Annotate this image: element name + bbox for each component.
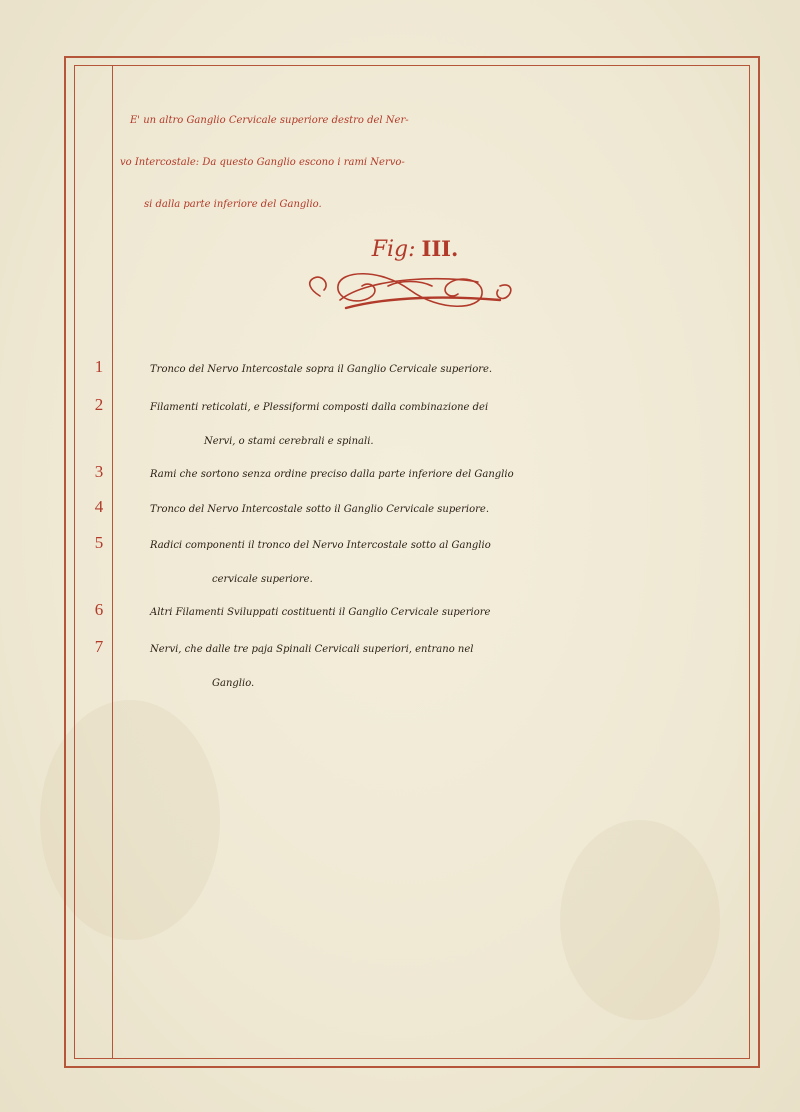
entry-number: 3 — [94, 462, 104, 481]
list-item — [150, 353, 745, 387]
entry-number: 4 — [94, 497, 104, 516]
entry-number: 5 — [94, 533, 104, 552]
list-item — [150, 493, 745, 527]
entry-number: 7 — [94, 637, 104, 656]
entry-text: Filamenti reticolati, e Plessiformi composti dalla combinazione dei — [150, 402, 489, 413]
entry-text: Tronco del Nervo Intercostale sotto il Ganglio Cervicale superiore. — [150, 504, 490, 515]
title-line: E' un altro Ganglio Cervicale superiore destro del Ner- — [130, 115, 409, 126]
title-line: vo Intercostale: Da questo Ganglio escono i rami Nervo- — [120, 157, 405, 168]
title-line: si dalla parte inferiore del Ganglio. — [144, 199, 322, 210]
list-item — [150, 633, 745, 701]
entry-text: Nervi, che dalle tre paja Spinali Cervicali superiori, entrano nel — [150, 644, 474, 655]
entry-text: Nervi, o stami cerebrali e spinali. — [204, 436, 374, 447]
entry-text: Altri Filamenti Sviluppati costituenti il Ganglio Cervicale superiore — [150, 607, 491, 618]
figure-label: Fig: — [371, 237, 416, 262]
entry-text: Tronco del Nervo Intercostale sopra il Ganglio Cervicale superiore. — [150, 364, 493, 375]
figure-number: III. — [421, 236, 459, 261]
entry-text: cervicale superiore. — [212, 574, 313, 585]
entry-text: Rami che sortono senza ordine preciso dalla parte inferiore del Ganglio — [150, 469, 514, 480]
calligraphic-flourish-icon — [300, 256, 520, 320]
list-item — [150, 596, 745, 630]
entry-text: Radici componenti il tronco del Nervo Intercostale sotto al Ganglio — [150, 540, 491, 551]
number-column-rule — [112, 65, 113, 1059]
entry-text: Ganglio. — [212, 678, 255, 689]
entry-number: 1 — [94, 357, 104, 376]
entry-number: 2 — [94, 395, 104, 414]
list-item — [150, 529, 745, 597]
page-title — [120, 100, 740, 226]
list-item — [150, 391, 745, 459]
entry-number: 6 — [94, 600, 104, 619]
list-item — [150, 458, 745, 492]
